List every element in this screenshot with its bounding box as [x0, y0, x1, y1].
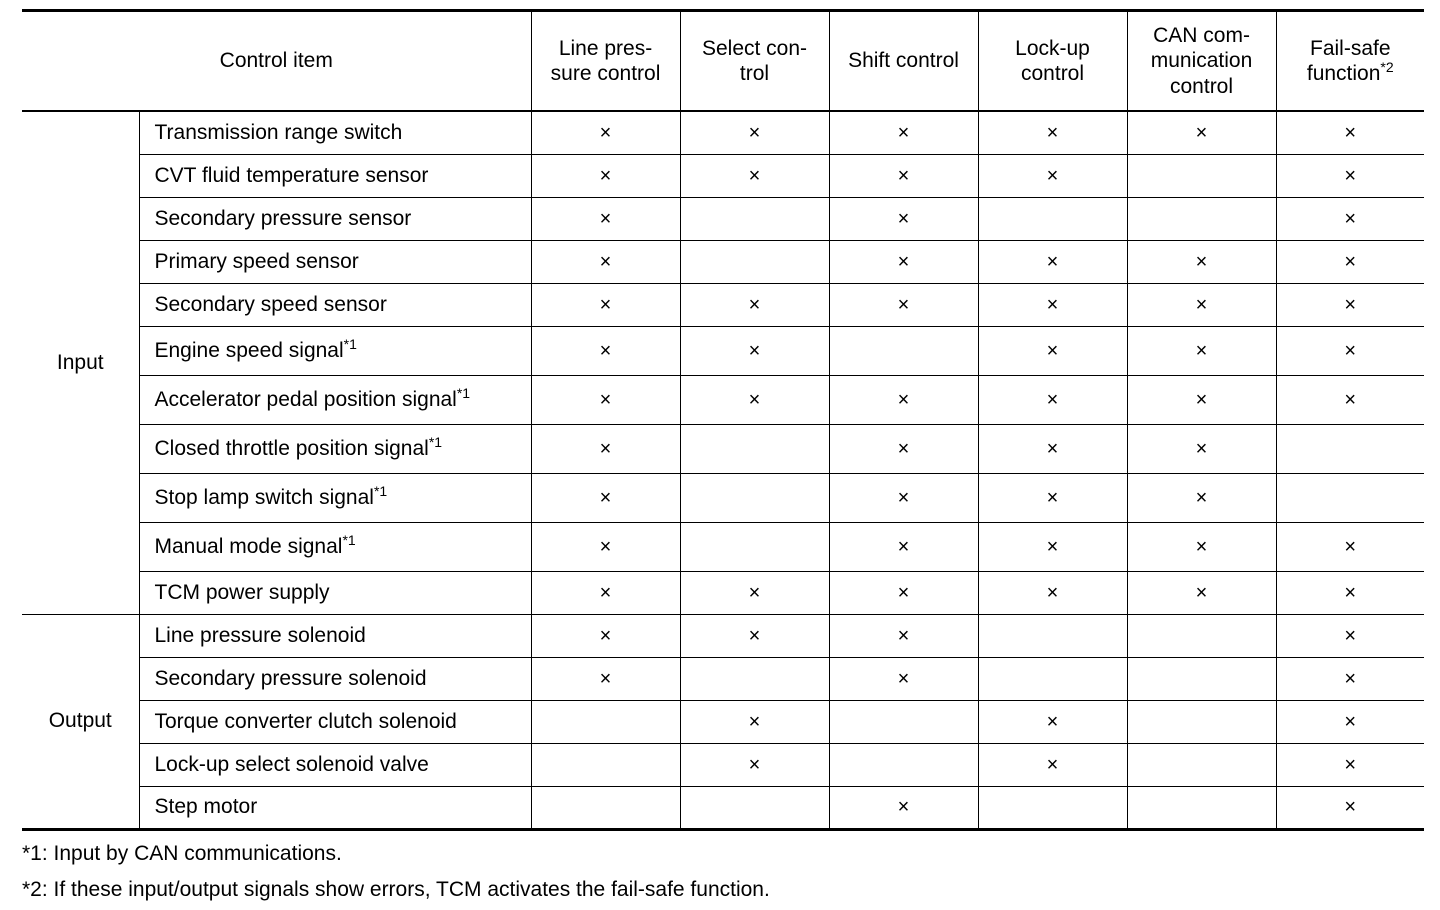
mark-cell: × [978, 111, 1127, 154]
table-row [22, 424, 1424, 473]
output-group [22, 614, 1424, 829]
mark-cell: × [829, 424, 978, 473]
empty-cell [680, 424, 829, 473]
control-item-label: Secondary pressure sensor [154, 206, 412, 230]
control-item-cell [139, 424, 531, 473]
mark-cell: × [531, 375, 680, 424]
footnote-1: *1: Input by CAN communications. [22, 842, 342, 865]
empty-cell [680, 240, 829, 283]
mark-cell: × [531, 522, 680, 571]
mark-cell: × [680, 283, 829, 326]
empty-cell [531, 786, 680, 829]
table-row [22, 743, 1424, 786]
header-col-sup: *2 [1380, 59, 1394, 75]
table-row [22, 326, 1424, 375]
input-group [22, 111, 1424, 614]
header-col-1 [531, 11, 680, 112]
mark-cell: × [978, 571, 1127, 614]
mark-cell: × [680, 111, 829, 154]
mark-cell: × [1276, 240, 1424, 283]
table-row [22, 522, 1424, 571]
mark-cell: × [680, 154, 829, 197]
table-row [22, 786, 1424, 829]
group-label-output: Output [22, 614, 139, 829]
table-row [22, 375, 1424, 424]
mark-cell: × [1127, 111, 1276, 154]
control-item-label: CVT fluid temperature sensor [154, 163, 429, 187]
control-item-cell [139, 154, 531, 197]
table-row [22, 154, 1424, 197]
table-row [22, 283, 1424, 326]
mark-cell: × [531, 614, 680, 657]
empty-cell [680, 786, 829, 829]
empty-cell [680, 522, 829, 571]
mark-cell: × [829, 375, 978, 424]
mark-cell: × [531, 197, 680, 240]
empty-cell [531, 743, 680, 786]
mark-cell: × [1276, 375, 1424, 424]
control-item-label: Line pressure solenoid [154, 623, 366, 647]
empty-cell [1127, 657, 1276, 700]
header-col-label: CAN com- munication control [1150, 24, 1253, 98]
mark-cell: × [978, 154, 1127, 197]
mark-cell: × [1127, 375, 1276, 424]
empty-cell [978, 786, 1127, 829]
mark-cell: × [531, 657, 680, 700]
mark-cell: × [680, 326, 829, 375]
control-item-cell [139, 375, 531, 424]
mark-cell: × [978, 700, 1127, 743]
mark-cell: × [829, 154, 978, 197]
table-header [22, 11, 1424, 112]
empty-cell [829, 326, 978, 375]
mark-cell: × [978, 240, 1127, 283]
control-item-label: Stop lamp switch signal [154, 485, 374, 509]
mark-cell: × [1127, 240, 1276, 283]
mark-cell: × [1127, 473, 1276, 522]
mark-cell: × [531, 571, 680, 614]
header-col-3 [829, 11, 978, 112]
mark-cell: × [829, 283, 978, 326]
mark-cell: × [978, 375, 1127, 424]
mark-cell: × [1127, 522, 1276, 571]
control-item-cell [139, 571, 531, 614]
footnote-ref: *1 [456, 384, 471, 401]
mark-cell: × [531, 326, 680, 375]
footnotes [22, 836, 770, 908]
mark-cell: × [1276, 571, 1424, 614]
control-item-label: Torque converter clutch solenoid [154, 709, 457, 733]
empty-cell [531, 700, 680, 743]
table-row [22, 240, 1424, 283]
mark-cell: × [978, 743, 1127, 786]
control-item-label: Primary speed sensor [154, 249, 359, 273]
mark-cell: × [531, 240, 680, 283]
footnote-ref: *1 [373, 482, 388, 499]
mark-cell: × [680, 375, 829, 424]
control-item-cell [139, 197, 531, 240]
control-item-cell [139, 786, 531, 829]
mark-cell: × [1276, 111, 1424, 154]
header-col-label: Lock-up control [1015, 36, 1090, 85]
mark-cell: × [829, 522, 978, 571]
mark-cell: × [531, 473, 680, 522]
empty-cell [1276, 424, 1424, 473]
empty-cell [978, 657, 1127, 700]
mark-cell: × [1276, 700, 1424, 743]
control-item-label: Transmission range switch [154, 121, 403, 145]
control-item-label: Secondary speed sensor [154, 292, 387, 316]
header-col-label: Shift control [848, 49, 959, 73]
empty-cell [978, 614, 1127, 657]
mark-cell: × [829, 197, 978, 240]
table-row [22, 197, 1424, 240]
control-item-label: Manual mode signal [154, 534, 343, 558]
mark-cell: × [829, 473, 978, 522]
empty-cell [1276, 473, 1424, 522]
mark-cell: × [531, 154, 680, 197]
mark-cell: × [978, 283, 1127, 326]
header-col-5 [1127, 11, 1276, 112]
mark-cell: × [829, 786, 978, 829]
mark-cell: × [680, 614, 829, 657]
control-item-label: Engine speed signal [154, 338, 344, 362]
empty-cell [1127, 197, 1276, 240]
footnote-ref: *1 [428, 433, 443, 450]
empty-cell [680, 197, 829, 240]
empty-cell [1127, 700, 1276, 743]
control-item-label: Accelerator pedal position signal [154, 387, 457, 411]
empty-cell [1127, 786, 1276, 829]
header-col-label: Fail-safe function [1306, 36, 1391, 85]
mark-cell: × [1127, 326, 1276, 375]
mark-cell: × [829, 657, 978, 700]
empty-cell [1127, 743, 1276, 786]
control-table [22, 9, 1424, 831]
table-row [22, 657, 1424, 700]
mark-cell: × [680, 700, 829, 743]
control-item-label: Closed throttle position signal [154, 436, 429, 460]
mark-cell: × [829, 571, 978, 614]
table-row [22, 571, 1424, 614]
header-col-6 [1276, 11, 1424, 112]
table-row [22, 700, 1424, 743]
mark-cell: × [978, 326, 1127, 375]
empty-cell [1127, 154, 1276, 197]
table-row [22, 614, 1424, 657]
header-col-label: Select con- trol [701, 36, 808, 85]
control-item-label: TCM power supply [154, 580, 330, 604]
control-item-label: Step motor [154, 795, 258, 819]
mark-cell: × [680, 571, 829, 614]
header-col-4 [978, 11, 1127, 112]
mark-cell: × [978, 424, 1127, 473]
mark-cell: × [680, 743, 829, 786]
mark-cell: × [531, 424, 680, 473]
mark-cell: × [829, 111, 978, 154]
mark-cell: × [1276, 326, 1424, 375]
header-col-label: Line pres- sure control [550, 36, 661, 85]
control-item-cell [139, 522, 531, 571]
empty-cell [680, 657, 829, 700]
footnote-ref: *1 [342, 531, 356, 548]
table-row [22, 473, 1424, 522]
mark-cell: × [1276, 283, 1424, 326]
footnote-ref: *1 [343, 335, 357, 352]
mark-cell: × [1276, 197, 1424, 240]
mark-cell: × [1127, 571, 1276, 614]
control-item-cell [139, 283, 531, 326]
mark-cell: × [531, 111, 680, 154]
control-item-cell [139, 473, 531, 522]
mark-cell: × [1276, 786, 1424, 829]
mark-cell: × [531, 283, 680, 326]
mark-cell: × [1276, 657, 1424, 700]
empty-cell [978, 197, 1127, 240]
mark-cell: × [1127, 283, 1276, 326]
empty-cell [829, 700, 978, 743]
control-item-cell [139, 111, 531, 154]
control-item-cell [139, 240, 531, 283]
mark-cell: × [1276, 154, 1424, 197]
empty-cell [1127, 614, 1276, 657]
header-row [22, 11, 1424, 112]
control-item-label: Lock-up select solenoid valve [154, 752, 429, 776]
empty-cell [829, 743, 978, 786]
mark-cell: × [829, 240, 978, 283]
header-control-item: Control item [22, 11, 531, 112]
header-col-2 [680, 11, 829, 112]
control-item-cell [139, 614, 531, 657]
mark-cell: × [978, 522, 1127, 571]
mark-cell: × [1276, 614, 1424, 657]
mark-cell: × [1276, 522, 1424, 571]
footnote-2: *2: If these input/output signals show errors, TCM activates the fail-safe function. [22, 878, 770, 901]
control-item-cell [139, 657, 531, 700]
empty-cell [680, 473, 829, 522]
mark-cell: × [978, 473, 1127, 522]
mark-cell: × [1127, 424, 1276, 473]
control-item-cell [139, 700, 531, 743]
mark-cell: × [829, 614, 978, 657]
table-row [22, 111, 1424, 154]
control-item-label: Secondary pressure solenoid [154, 666, 427, 690]
control-item-cell [139, 326, 531, 375]
group-label-input: Input [22, 111, 139, 614]
mark-cell: × [1276, 743, 1424, 786]
control-item-cell [139, 743, 531, 786]
